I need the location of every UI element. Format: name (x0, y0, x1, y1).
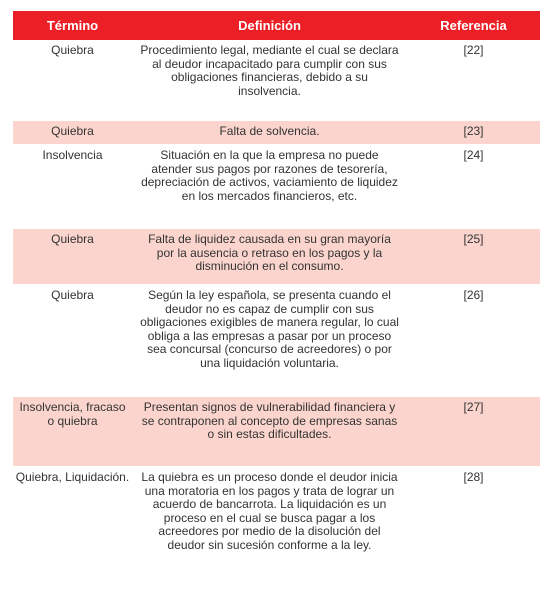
cell-definition: Falta de solvencia. (219, 124, 320, 138)
table-row (13, 145, 540, 229)
cell-term: Quiebra (51, 43, 94, 57)
cell-reference: [23] (463, 124, 484, 138)
cell-reference: [26] (463, 288, 484, 302)
cell-reference: [24] (463, 148, 484, 162)
cell-reference: [25] (463, 232, 484, 246)
cell-term: Quiebra, Liquidación. (15, 470, 130, 484)
table-row (13, 397, 540, 467)
header-definition: Definición (238, 18, 301, 33)
header-reference: Referencia (440, 18, 507, 33)
cell-term: Insolvencia, fracaso o quiebra (19, 400, 126, 428)
cell-reference: [22] (463, 43, 484, 57)
cell-term: Quiebra (51, 288, 94, 302)
table-header (13, 11, 540, 40)
cell-term: Quiebra (51, 124, 94, 138)
cell-reference: [27] (463, 400, 484, 414)
cell-definition: Falta de liquidez causada en su gran mayoría por la ausencia o retraso en los pagos y la disminución en el consumo. (148, 232, 391, 274)
table-row (13, 467, 540, 592)
header-term: Término (46, 18, 99, 33)
cell-reference: [28] (463, 470, 484, 484)
cell-definition: La quiebra es un proceso donde el deudor inicia una moratoria en los pagos y trata de lograr un acuerdo de bancarrota. La liquidación es un proceso en el cual se busca pagar a los acreedores por medio de la disolución del deudor sin sucesión conforme a la ley. (141, 470, 398, 552)
table-row (13, 285, 540, 397)
cell-definition: Presentan signos de vulnerabilidad financiera y se contraponen al concepto de empresas sanas o sin estas dificultades. (141, 400, 398, 442)
table-row (13, 40, 540, 121)
definitions-table (13, 11, 540, 592)
cell-definition: Según la ley española, se presenta cuando el deudor no es capaz de cumplir con sus obligaciones exigibles de manera regular, lo cual obliga a las empresas a pasar por un proceso sea concursal (concurso de acreedores) o por una liquidación voluntaria. (140, 288, 399, 370)
cell-definition: Procedimiento legal, mediante el cual se declara al deudor incapacitado para cumplir con sus obligaciones financieras, debido a su insolvencia. (140, 43, 399, 98)
table-row (13, 229, 540, 285)
table-row (13, 121, 540, 145)
cell-term: Insolvencia (42, 148, 103, 162)
cell-term: Quiebra (51, 232, 94, 246)
cell-definition: Situación en la que la empresa no puede atender sus pagos por razones de tesorería, depreciación de activos, vaciamiento de liquidez en los mercados financieros, etc. (141, 148, 398, 203)
